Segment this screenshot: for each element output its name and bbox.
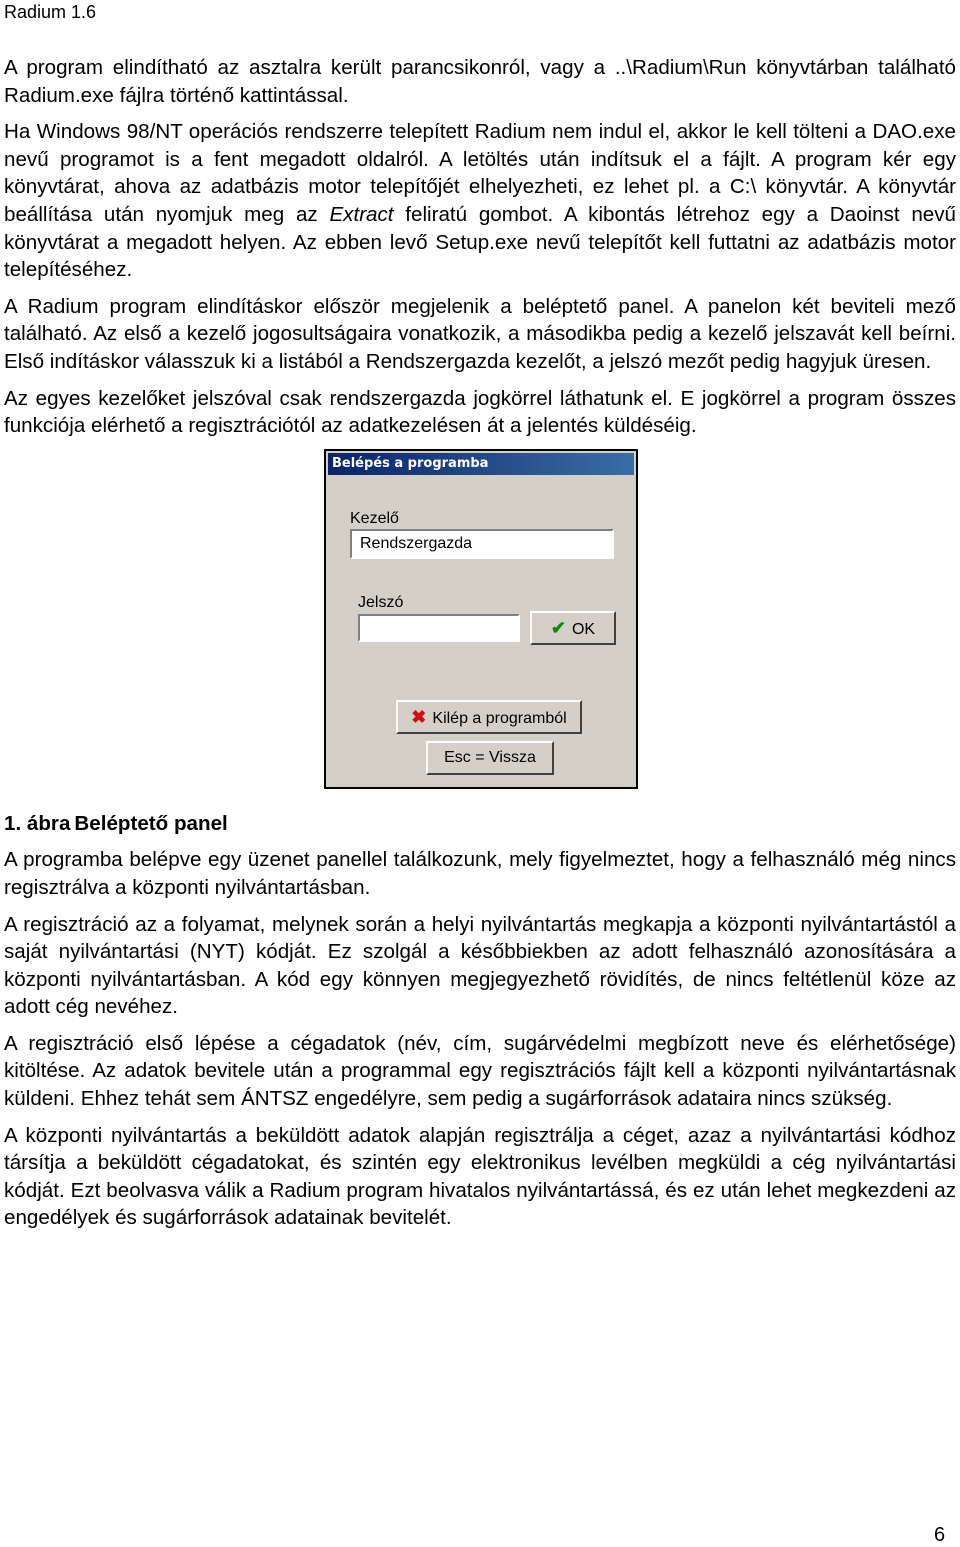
document-header: Radium 1.6 [4, 2, 97, 22]
paragraph-start: A program elindítható az asztalra került parancsikonról, vagy a ..\Radium\Run könyvtárban található Radium.exe fájlra történő kattintással. [4, 56, 956, 107]
paragraph-dao-part1: Ha Windows 98/NT operációs rendszerre telepített Radium nem indul el, akkor le kell tölteni a DAO.exe nevű programot is a fent megadott oldalról. A letöltés után indítsuk el a fájlt. A program kér egy könyvtárat, ahova az adatbázis motor telepítőjét elhelyezheti, ez lehet pl. a C:\ könyvtár. A könyvtár beállítása után nyomjuk meg az [4, 120, 956, 226]
user-select-value: Rendszergazda [358, 531, 474, 557]
figure-login-dialog [4, 449, 956, 792]
login-dialog [324, 449, 638, 789]
paragraph-message-panel: A programba belépve egy üzenet panellel találkozunk, mely figyelmeztet, hogy a felhasználó még nincs regisztrálva a központi nyilvántartásban. [4, 848, 956, 899]
paragraph-dao [4, 118, 956, 284]
paragraph-registration: A regisztráció az a folyamat, melynek során a helyi nyilvántartás megkapja a központi nyilvántartástól a saját nyilvántartási (NYT) kódját. Ez szolgál a későbbiekben az adott felhasználó azonosítására a központi nyilvántartásban. A kód egy könnyen megjegyezhető rövidítés, de nincs feltétlenül köze az adott cég nevéhez. [4, 912, 956, 1019]
paragraph-dao-part2: feliratú gombot. A kibontás létrehoz egy a Daoinst nevű könyvtárat a megadott helyen. Az ebben levő Setup.exe nevű telepítőt kell futtatni az adatbázis motor telepítéséhez. [4, 202, 956, 282]
page-number: 6 [934, 1524, 946, 1546]
paragraph-operators: Az egyes kezelőket jelszóval csak rendszergazda jogkörrel láthatunk el. E jogkörrel a program összes funkciója elérhető a regisztrációtól az adatkezelésen át a jelentés küldéséig. [4, 386, 956, 438]
figure-caption-text: Beléptető panel [74, 811, 228, 835]
password-label: Jelszó [358, 593, 404, 611]
extract-term: Extract [329, 202, 394, 226]
ok-button-label: OK [571, 620, 596, 638]
user-select[interactable] [350, 529, 614, 559]
password-input[interactable] [358, 614, 520, 642]
user-label: Kezelő [350, 509, 399, 527]
exit-program-button[interactable] [396, 700, 582, 734]
figure-number: 1. ábra [4, 811, 71, 835]
exit-program-label: Kilép a programból [432, 709, 567, 727]
red-x-icon: ✖ [411, 706, 427, 727]
document-body [4, 54, 956, 1241]
paragraph-registration-step: A regisztráció első lépése a cégadatok (név, cím, sugárvédelmi megbízott neve és elérhetősége) kitöltése. Az adatok bevitele után a programmal egy regisztrációs fájlt kell a központi nyilvántartásnak küldeni. Ehhez tehát sem ÁNTSZ engedélyre, sem pedig a sugárforrások adataira nincs szükség. [4, 1031, 956, 1111]
esc-back-button[interactable]: Esc = Vissza [426, 741, 554, 775]
checkmark-icon: ✔ [550, 617, 566, 638]
ok-button[interactable] [530, 611, 616, 645]
figure-caption [4, 810, 956, 838]
paragraph-central-registry: A központi nyilvántartás a beküldött adatok alapján regisztrálja a céget, azaz a nyilvántartási kódhoz társítja a beküldött cégadatokat, és szintén egy elektronikus levélben megküldi a cég nyilvántartási kódját. Ezt beolvasva válik a Radium program hivatalos nyilvántartássá, és ez után lehet megkezdeni az engedélyek és sugárforrások adatainak bevitelét. [4, 1123, 956, 1230]
dialog-titlebar: Belépés a programba [328, 453, 634, 475]
paragraph-login-panel: A Radium program elindításkor először megjelenik a beléptető panel. A panelon két beviteli mező található. Az első a kezelő jogosultságaira vonatkozik, a másodikba pedig a kezelő jelszavát kell beírni. Első indításkor válasszuk ki a listából a Rendszergazda kezelőt, a jelszó mezőt pedig hagyjuk üresen. [4, 294, 956, 373]
